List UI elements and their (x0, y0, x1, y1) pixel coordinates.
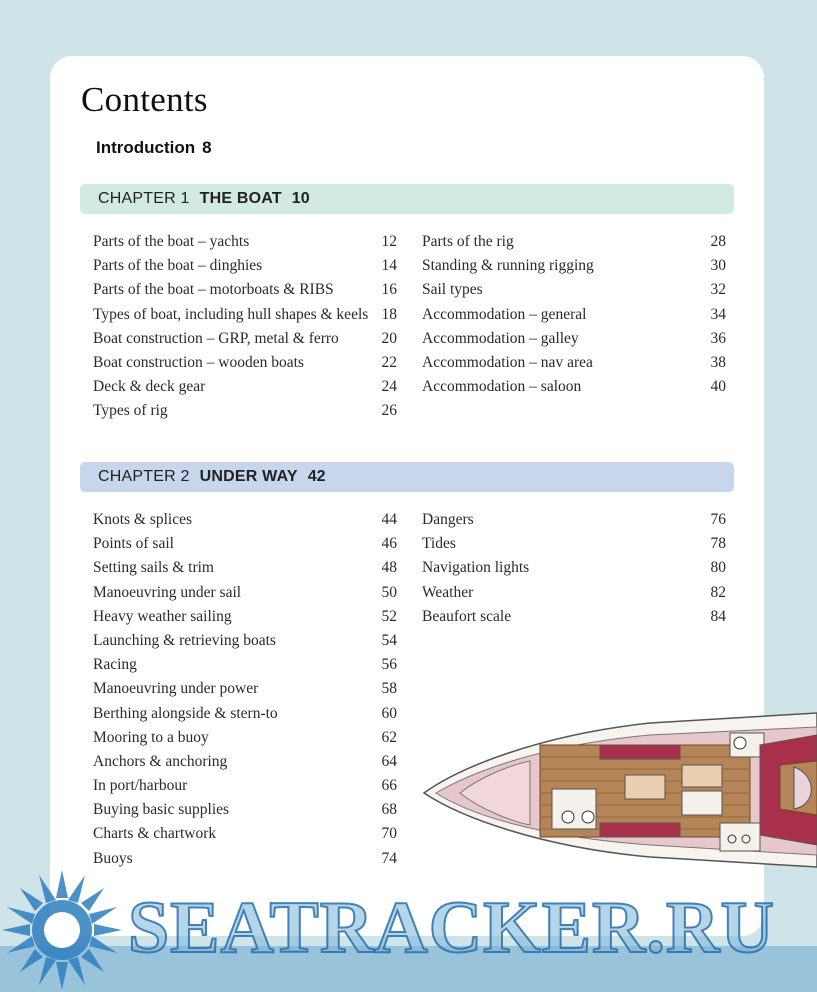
toc-entry[interactable] (93, 278, 397, 302)
toc-entry-title: Buying basic supplies (93, 801, 230, 819)
toc-entry-page: 12 (381, 233, 397, 250)
toc-entry-title: Mooring to a buoy (93, 728, 209, 746)
toc-entry-title: Launching & retrieving boats (93, 631, 276, 649)
toc-entry-page: 50 (381, 583, 397, 601)
toc-entry[interactable] (422, 375, 726, 399)
toc-entry-page: 20 (381, 329, 397, 347)
toc-entry-title: Setting sails & trim (93, 559, 214, 577)
toc-entry-title: Manoeuvring under sail (93, 583, 242, 601)
chapter-2-left-list (93, 508, 397, 871)
intro-entry[interactable] (96, 138, 212, 158)
toc-entry[interactable] (422, 254, 726, 278)
toc-entry[interactable] (93, 327, 397, 351)
chapter-label: CHAPTER 1 (98, 190, 190, 207)
toc-entry-page: 18 (381, 305, 397, 323)
toc-entry-title: Boat construction – wooden boats (93, 353, 304, 371)
chapter-name: UNDER WAY (199, 468, 298, 485)
toc-entry[interactable] (422, 351, 726, 375)
toc-entry-title: Dangers (422, 511, 474, 528)
toc-entry[interactable] (93, 556, 397, 580)
toc-entry-title: Berthing alongside & stern-to (93, 704, 278, 722)
toc-entry[interactable] (93, 254, 397, 278)
intro-page: 8 (202, 138, 212, 157)
toc-entry-page: 36 (710, 329, 726, 347)
toc-entry[interactable] (422, 303, 726, 327)
toc-entry-title: Accommodation – galley (422, 329, 579, 347)
toc-entry[interactable] (422, 605, 726, 629)
toc-entry-title: Manoeuvring under power (93, 680, 259, 698)
chapter-name: THE BOAT (199, 190, 282, 207)
chapter-1-right-list (422, 230, 726, 399)
toc-entry-title: Types of rig (93, 402, 168, 420)
toc-entry-page: 38 (710, 353, 726, 371)
toc-entry-page: 22 (381, 353, 397, 371)
toc-entry-title: Charts & chartwork (93, 825, 217, 843)
toc-entry-page: 74 (381, 849, 397, 867)
chapter-2-header[interactable] (80, 462, 734, 492)
toc-entry[interactable] (93, 702, 397, 726)
toc-entry[interactable] (422, 556, 726, 580)
intro-label: Introduction (96, 138, 196, 157)
toc-entry-title: Parts of the rig (422, 233, 514, 250)
toc-entry-title: In port/harbour (93, 777, 188, 795)
toc-entry-page: 44 (381, 511, 397, 528)
toc-entry-title: Accommodation – saloon (422, 378, 582, 396)
toc-entry-page: 70 (381, 825, 397, 843)
toc-entry[interactable] (93, 303, 397, 327)
chapter-label: CHAPTER 2 (98, 468, 190, 485)
chapter-2-right-list (422, 508, 726, 629)
toc-entry[interactable] (93, 375, 397, 399)
toc-entry-page: 24 (381, 378, 397, 396)
chapter-page: 10 (291, 190, 310, 207)
toc-entry-title: Racing (93, 656, 137, 674)
toc-entry-page: 28 (710, 233, 726, 250)
toc-entry[interactable] (93, 508, 397, 532)
toc-entry[interactable] (93, 230, 397, 254)
toc-entry-title: Deck & deck gear (93, 378, 206, 396)
toc-entry[interactable] (422, 278, 726, 302)
chapter-1-left-list (93, 230, 397, 424)
toc-entry-page: 80 (710, 559, 726, 577)
toc-entry-page: 62 (381, 728, 397, 746)
toc-entry-page: 56 (381, 656, 397, 674)
toc-entry-title: Weather (422, 583, 474, 601)
toc-entry-page: 82 (710, 583, 726, 601)
toc-entry-page: 34 (710, 305, 726, 323)
toc-entry-title: Types of boat, including hull shapes & keels (93, 305, 369, 323)
toc-entry-page: 68 (381, 801, 397, 819)
toc-entry-title: Beaufort scale (422, 607, 512, 625)
toc-entry-page: 16 (381, 281, 397, 299)
toc-entry-page: 46 (381, 535, 397, 553)
toc-entry-page: 52 (381, 607, 397, 625)
toc-entry-title: Points of sail (93, 535, 174, 553)
chapter-1-header[interactable] (80, 184, 734, 214)
chapter-page: 42 (307, 468, 326, 485)
toc-entry[interactable] (93, 774, 397, 798)
toc-entry[interactable] (93, 581, 397, 605)
toc-entry-page: 40 (710, 378, 726, 396)
toc-entry-title: Buoys (93, 849, 133, 867)
watermark-text: SEATRACKER.RU (128, 887, 775, 969)
toc-entry-page: 60 (381, 704, 397, 722)
toc-entry[interactable] (93, 399, 397, 423)
boat-layout-illustration (420, 705, 817, 875)
toc-entry-page: 14 (381, 257, 397, 275)
toc-entry[interactable] (422, 327, 726, 351)
toc-entry-title: Parts of the boat – yachts (93, 233, 250, 250)
toc-entry[interactable] (93, 750, 397, 774)
toc-entry[interactable] (93, 822, 397, 846)
toc-entry-title: Heavy weather sailing (93, 607, 232, 625)
toc-entry-title: Boat construction – GRP, metal & ferro (93, 329, 339, 347)
toc-entry-page: 78 (710, 535, 726, 553)
toc-entry-title: Sail types (422, 281, 483, 299)
toc-entry-title: Tides (422, 535, 456, 553)
toc-entry[interactable] (422, 508, 726, 532)
toc-entry-title: Parts of the boat – motorboats & RIBS (93, 281, 334, 299)
toc-entry[interactable] (93, 653, 397, 677)
toc-entry[interactable] (93, 351, 397, 375)
toc-entry-title: Accommodation – general (422, 305, 587, 323)
toc-entry-page: 58 (381, 680, 397, 698)
toc-entry-title: Parts of the boat – dinghies (93, 257, 263, 275)
toc-entry-page: 54 (381, 631, 397, 649)
toc-entry[interactable] (422, 581, 726, 605)
toc-entry[interactable] (93, 532, 397, 556)
toc-entry[interactable] (93, 605, 397, 629)
toc-entry-page: 48 (381, 559, 397, 577)
toc-entry-page: 76 (710, 511, 726, 528)
toc-entry-page: 32 (710, 281, 726, 299)
toc-entry[interactable] (93, 798, 397, 822)
toc-entry[interactable] (93, 629, 397, 653)
toc-entry-page: 30 (710, 257, 726, 275)
toc-entry-title: Navigation lights (422, 559, 530, 577)
toc-entry-title: Accommodation – nav area (422, 353, 593, 371)
toc-entry-title: Knots & splices (93, 511, 193, 528)
toc-entry-title: Standing & running rigging (422, 257, 594, 275)
toc-entry-title: Anchors & anchoring (93, 752, 228, 770)
toc-entry-page: 26 (381, 402, 397, 420)
toc-entry[interactable] (93, 677, 397, 701)
toc-entry[interactable] (422, 230, 726, 254)
toc-entry-page: 84 (710, 607, 726, 625)
page-title: Contents (81, 80, 208, 119)
toc-entry-page: 66 (381, 777, 397, 795)
toc-entry-page: 64 (381, 752, 397, 770)
toc-entry[interactable] (93, 726, 397, 750)
toc-entry[interactable] (422, 532, 726, 556)
